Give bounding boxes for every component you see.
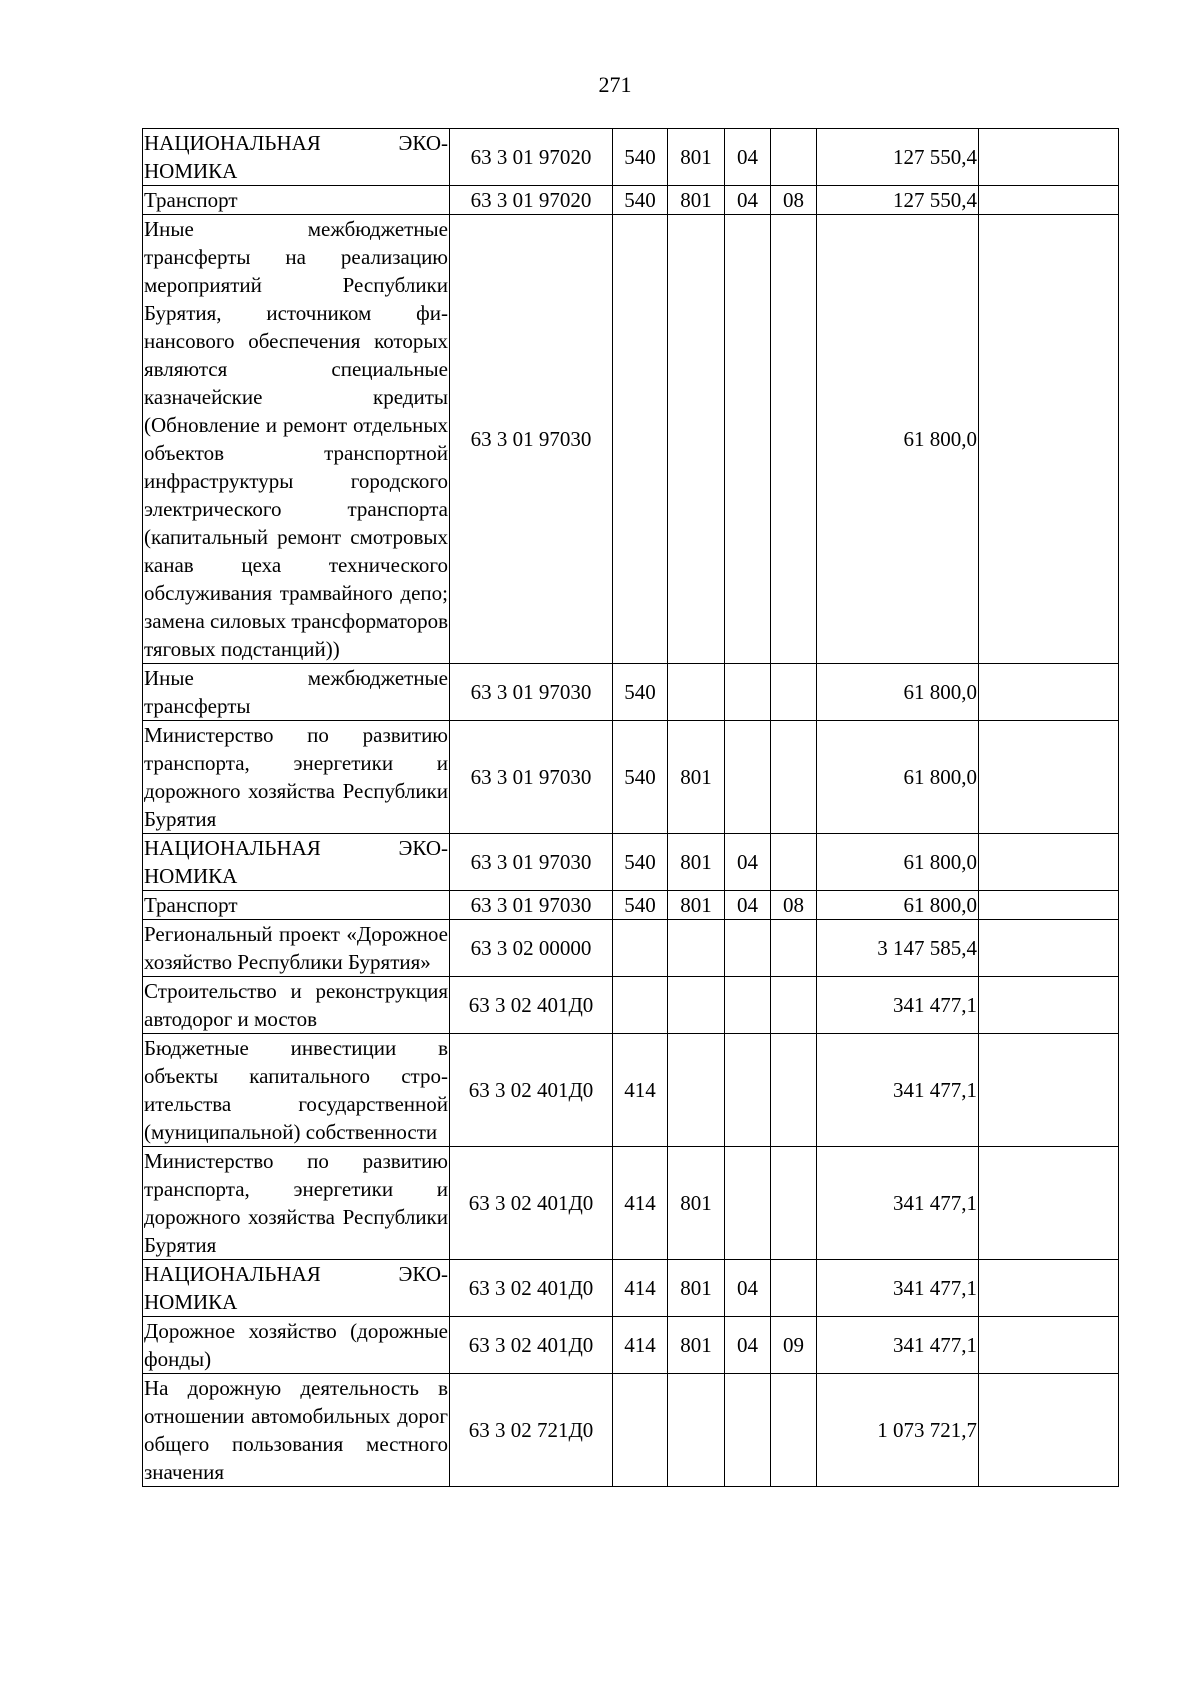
row-name-cell: НАЦИОНАЛЬНАЯ ЭКОНОМИКА (143, 834, 450, 891)
target-article-code-cell: 63 3 02 00000 (450, 920, 613, 977)
table-row (143, 834, 1119, 891)
subsection-code-cell (771, 129, 817, 186)
subsection-code-cell (771, 1034, 817, 1147)
empty-cell (979, 891, 1119, 920)
amount-cell: 61 800,0 (817, 891, 979, 920)
empty-cell (979, 721, 1119, 834)
expense-type-cell: 414 (613, 1317, 668, 1374)
section-code-cell: 04 (725, 129, 771, 186)
administrator-code-cell (668, 1374, 725, 1487)
section-code-cell: 04 (725, 186, 771, 215)
row-name-cell: Министерство по развитию транспорта, энергетики и дорожного хозяйства Республики Бурятия (143, 721, 450, 834)
expense-type-cell (613, 1374, 668, 1487)
administrator-code-cell (668, 1034, 725, 1147)
target-article-code-cell: 63 3 02 401Д0 (450, 977, 613, 1034)
amount-cell: 341 477,1 (817, 1317, 979, 1374)
empty-cell (979, 664, 1119, 721)
amount-cell: 61 800,0 (817, 834, 979, 891)
table-row (143, 920, 1119, 977)
expense-type-cell (613, 920, 668, 977)
section-code-cell: 04 (725, 1260, 771, 1317)
row-name-cell: НАЦИОНАЛЬНАЯ ЭКОНОМИКА (143, 1260, 450, 1317)
amount-cell: 127 550,4 (817, 129, 979, 186)
table-row (143, 1034, 1119, 1147)
administrator-code-cell: 801 (668, 834, 725, 891)
row-name-cell: Иные межбюджетные трансферты (143, 664, 450, 721)
empty-cell (979, 834, 1119, 891)
section-code-cell (725, 1147, 771, 1260)
row-name-cell: Бюджетные инвестиции в объекты капитального строительства государственной (муниципальной) собственности (143, 1034, 450, 1147)
target-article-code-cell: 63 3 02 721Д0 (450, 1374, 613, 1487)
administrator-code-cell: 801 (668, 186, 725, 215)
amount-cell: 127 550,4 (817, 186, 979, 215)
table-row (143, 1147, 1119, 1260)
target-article-code-cell: 63 3 01 97030 (450, 834, 613, 891)
subsection-code-cell (771, 664, 817, 721)
subsection-code-cell: 08 (771, 891, 817, 920)
row-name-cell: Региональный проект «Дорожное хозяйство Республики Бурятия» (143, 920, 450, 977)
subsection-code-cell (771, 920, 817, 977)
section-code-cell (725, 215, 771, 664)
section-code-cell (725, 664, 771, 721)
subsection-code-cell (771, 977, 817, 1034)
administrator-code-cell: 801 (668, 1317, 725, 1374)
expense-type-cell: 540 (613, 721, 668, 834)
page-number: 271 (598, 72, 632, 97)
expense-type-cell: 414 (613, 1260, 668, 1317)
empty-cell (979, 977, 1119, 1034)
target-article-code-cell: 63 3 02 401Д0 (450, 1034, 613, 1147)
table-row (143, 721, 1119, 834)
administrator-code-cell: 801 (668, 721, 725, 834)
row-name-cell: На дорожную деятельность в отношении автомобильных дорог общего пользования местного значения (143, 1374, 450, 1487)
target-article-code-cell: 63 3 01 97020 (450, 129, 613, 186)
section-code-cell: 04 (725, 891, 771, 920)
empty-cell (979, 1034, 1119, 1147)
administrator-code-cell (668, 664, 725, 721)
administrator-code-cell: 801 (668, 129, 725, 186)
administrator-code-cell: 801 (668, 1260, 725, 1317)
table-row (143, 186, 1119, 215)
table-row (143, 1260, 1119, 1317)
section-code-cell (725, 920, 771, 977)
expense-type-cell (613, 977, 668, 1034)
subsection-code-cell (771, 1374, 817, 1487)
amount-cell: 341 477,1 (817, 977, 979, 1034)
expense-type-cell: 540 (613, 129, 668, 186)
amount-cell: 341 477,1 (817, 1034, 979, 1147)
subsection-code-cell (771, 1147, 817, 1260)
empty-cell (979, 1260, 1119, 1317)
target-article-code-cell: 63 3 02 401Д0 (450, 1147, 613, 1260)
empty-cell (979, 1374, 1119, 1487)
amount-cell: 341 477,1 (817, 1147, 979, 1260)
section-code-cell (725, 721, 771, 834)
section-code-cell (725, 1374, 771, 1487)
expense-type-cell (613, 215, 668, 664)
target-article-code-cell: 63 3 02 401Д0 (450, 1317, 613, 1374)
administrator-code-cell: 801 (668, 1147, 725, 1260)
subsection-code-cell: 09 (771, 1317, 817, 1374)
budget-table-body (143, 129, 1119, 1487)
empty-cell (979, 1317, 1119, 1374)
table-row (143, 664, 1119, 721)
administrator-code-cell (668, 977, 725, 1034)
section-code-cell (725, 1034, 771, 1147)
budget-table (142, 128, 1119, 1487)
table-row (143, 891, 1119, 920)
row-name-cell: Строительство и реконструкция автодорог и мостов (143, 977, 450, 1034)
amount-cell: 61 800,0 (817, 721, 979, 834)
expense-type-cell: 540 (613, 891, 668, 920)
subsection-code-cell: 08 (771, 186, 817, 215)
table-row (143, 1317, 1119, 1374)
target-article-code-cell: 63 3 01 97020 (450, 186, 613, 215)
expense-type-cell: 414 (613, 1034, 668, 1147)
administrator-code-cell: 801 (668, 891, 725, 920)
row-name-cell: НАЦИОНАЛЬНАЯ ЭКОНОМИКА (143, 129, 450, 186)
empty-cell (979, 1147, 1119, 1260)
table-row (143, 1374, 1119, 1487)
administrator-code-cell (668, 920, 725, 977)
expense-type-cell: 540 (613, 186, 668, 215)
row-name-cell: Министерство по развитию транспорта, энергетики и дорожного хозяйства Республики Бурятия (143, 1147, 450, 1260)
target-article-code-cell: 63 3 01 97030 (450, 721, 613, 834)
section-code-cell: 04 (725, 834, 771, 891)
amount-cell: 61 800,0 (817, 215, 979, 664)
row-name-cell: Дорожное хозяйство (дорожные фонды) (143, 1317, 450, 1374)
subsection-code-cell (771, 1260, 817, 1317)
subsection-code-cell (771, 834, 817, 891)
amount-cell: 1 073 721,7 (817, 1374, 979, 1487)
administrator-code-cell (668, 215, 725, 664)
amount-cell: 3 147 585,4 (817, 920, 979, 977)
subsection-code-cell (771, 721, 817, 834)
empty-cell (979, 920, 1119, 977)
empty-cell (979, 215, 1119, 664)
table-row (143, 215, 1119, 664)
table-row (143, 129, 1119, 186)
target-article-code-cell: 63 3 02 401Д0 (450, 1260, 613, 1317)
amount-cell: 61 800,0 (817, 664, 979, 721)
section-code-cell (725, 977, 771, 1034)
target-article-code-cell: 63 3 01 97030 (450, 215, 613, 664)
amount-cell: 341 477,1 (817, 1260, 979, 1317)
target-article-code-cell: 63 3 01 97030 (450, 891, 613, 920)
row-name-cell: Транспорт (143, 186, 450, 215)
row-name-cell: Транспорт (143, 891, 450, 920)
empty-cell (979, 186, 1119, 215)
expense-type-cell: 414 (613, 1147, 668, 1260)
empty-cell (979, 129, 1119, 186)
expense-type-cell: 540 (613, 834, 668, 891)
subsection-code-cell (771, 215, 817, 664)
target-article-code-cell: 63 3 01 97030 (450, 664, 613, 721)
row-name-cell: Иные межбюджетные трансферты на реализацию мероприятий Республики Бурятия, источником финансового обеспечения которых являются специальные казначейские кредиты (Обновление и ремонт отдельных объектов транспортной инфраструктуры городского электрического транспорта (капитальный ремонт смотровых канав цеха технического обслуживания трамвайного депо; замена силовых трансформаторов тяговых подстанций)) (143, 215, 450, 664)
table-row (143, 977, 1119, 1034)
section-code-cell: 04 (725, 1317, 771, 1374)
expense-type-cell: 540 (613, 664, 668, 721)
